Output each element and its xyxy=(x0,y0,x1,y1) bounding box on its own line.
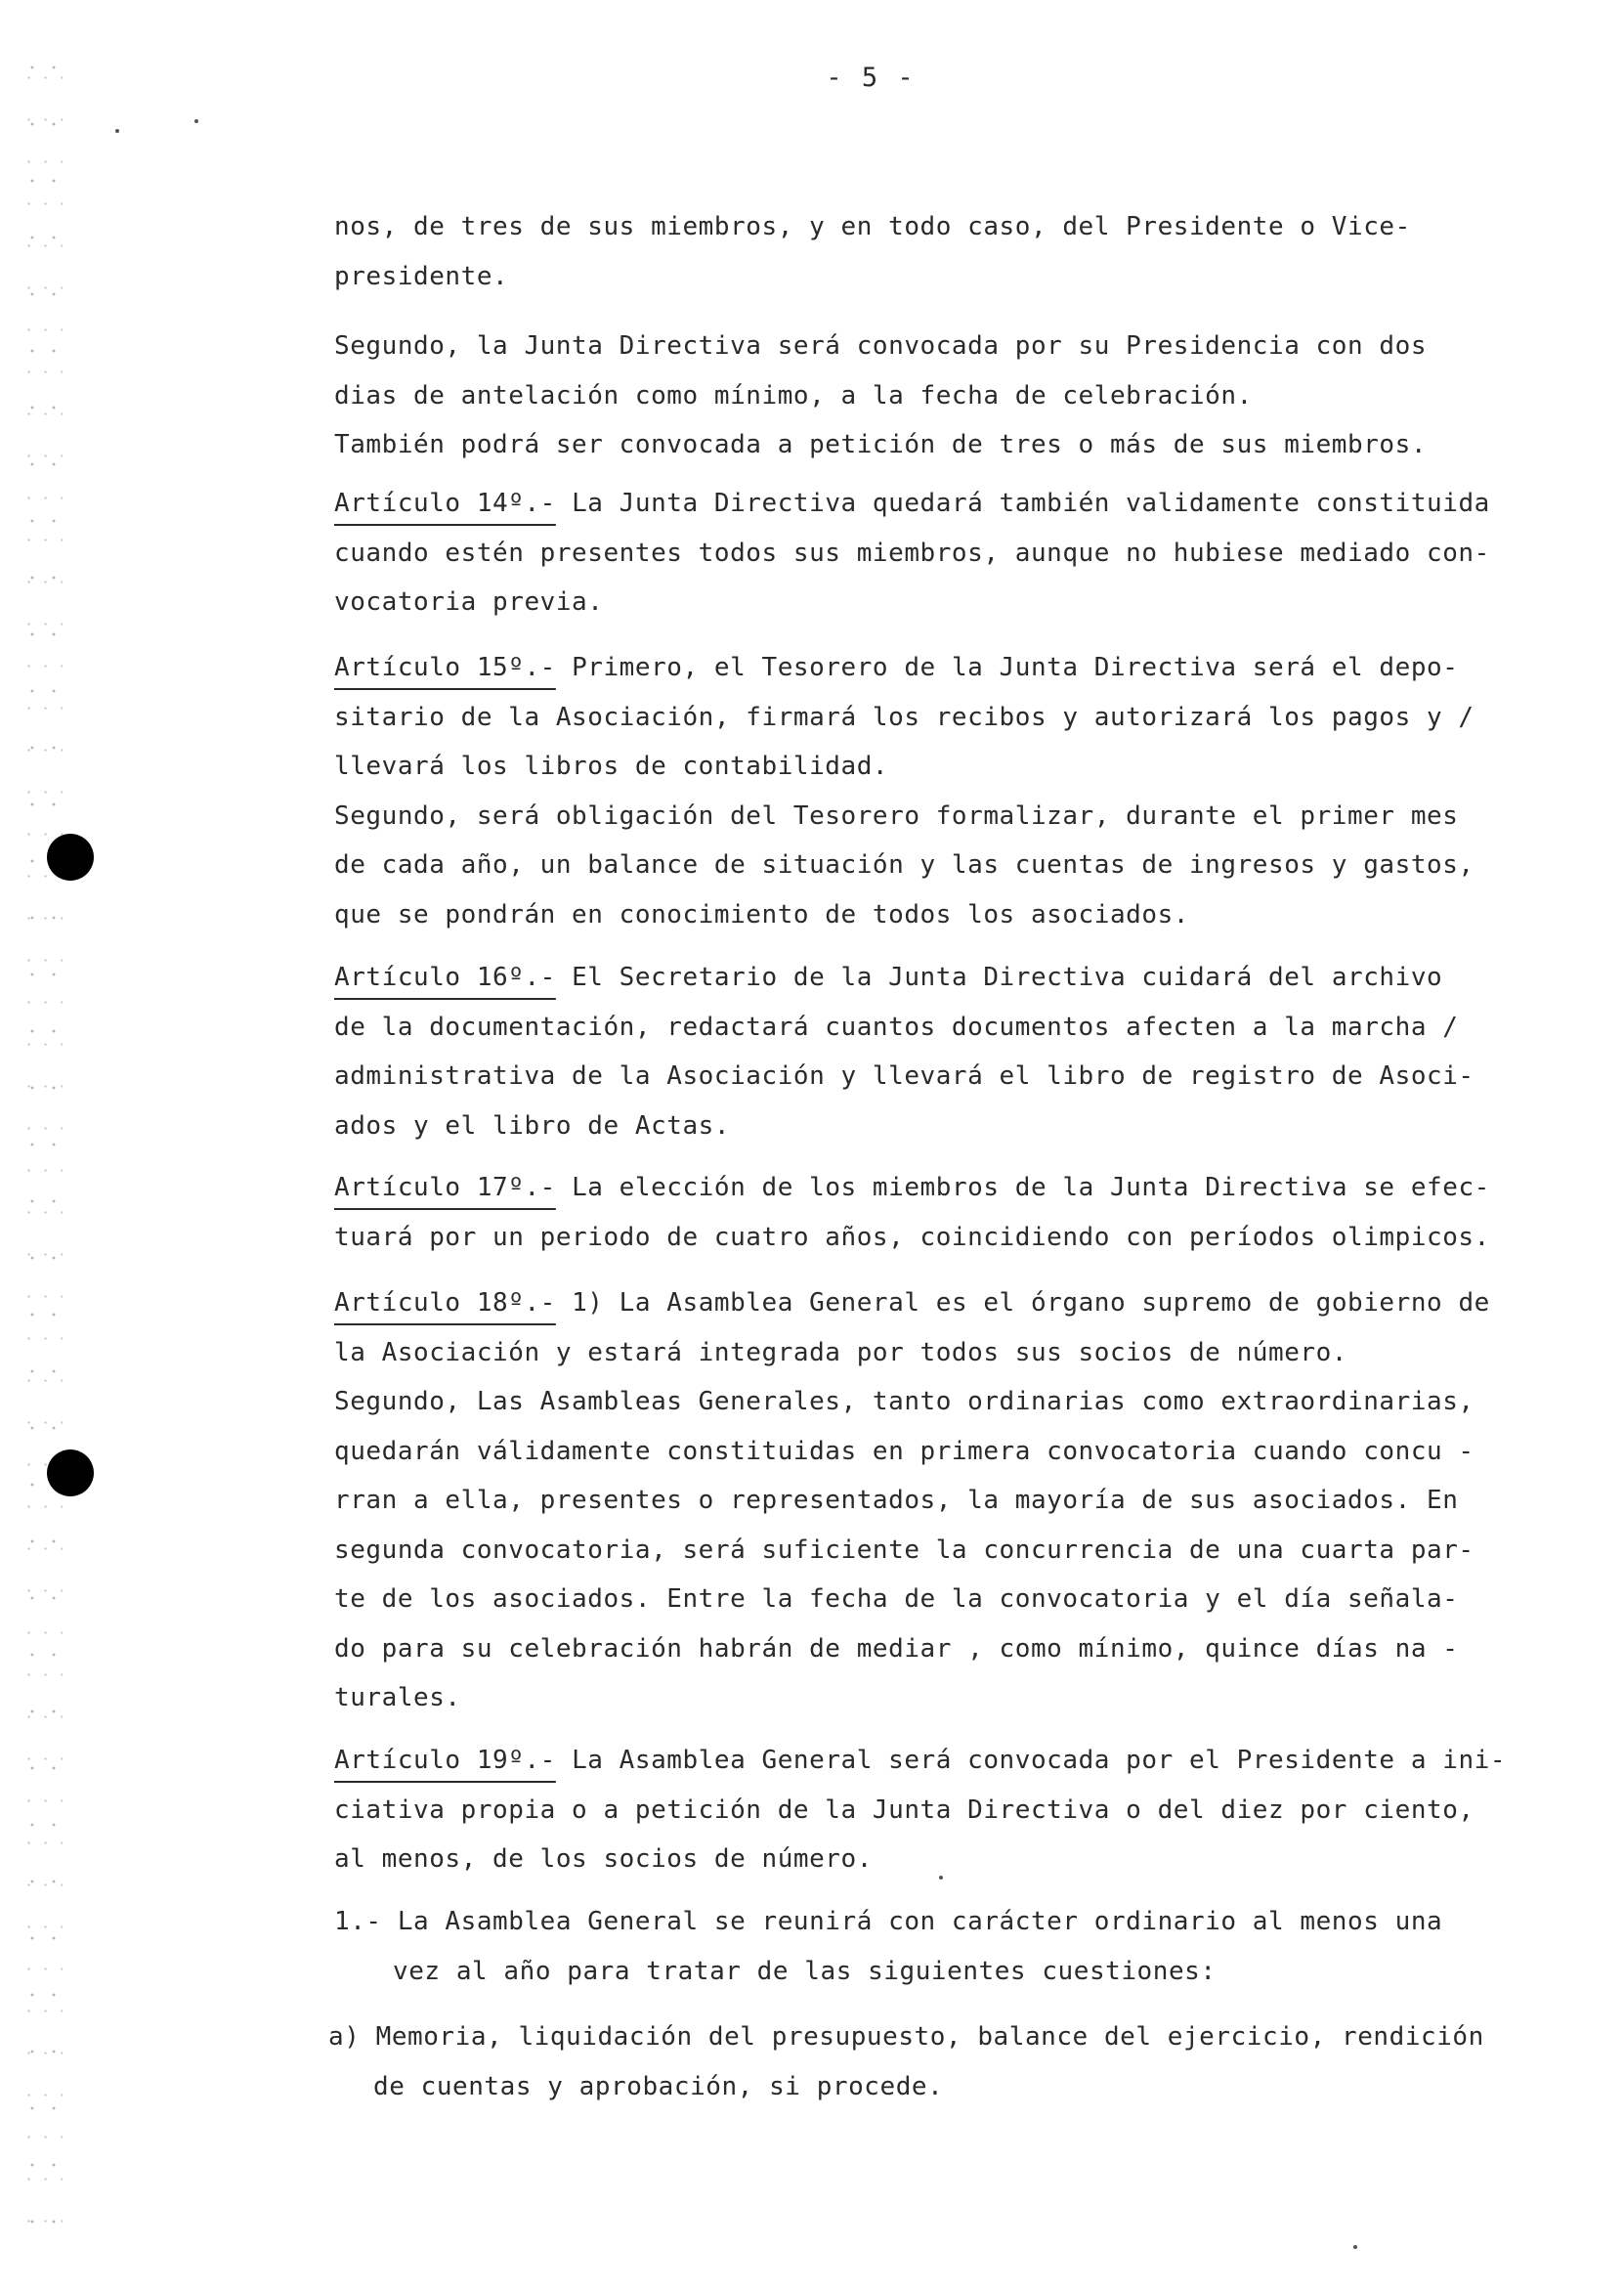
text-line: de cuentas y aprobación, si procede. xyxy=(373,2071,944,2101)
page-number: - 5 - xyxy=(826,63,916,93)
text-line: de la documentación, redactará cuantos documentos afecten a la marcha / xyxy=(334,1012,1459,1042)
article-15 xyxy=(334,643,1573,939)
text-line xyxy=(334,1736,1573,1786)
text-line: Segundo, Las Asambleas Generales, tanto ordinarias como extraordinarias, xyxy=(334,1387,1474,1416)
text-line-rest: Primero, el Tesorero de la Junta Directiva será el depo- xyxy=(555,653,1459,682)
text-line: sitario de la Asociación, firmará los recibos y autorizará los pagos y / xyxy=(334,702,1474,732)
text-line: llevará los libros de contabilidad. xyxy=(334,752,889,781)
text-line: presidente. xyxy=(334,261,509,291)
text-line: te de los asociados. Entre la fecha de la convocatoria y el día señala- xyxy=(334,1584,1459,1614)
text-line xyxy=(334,479,1573,529)
text-line: vez al año para tratar de las siguientes cuestiones: xyxy=(393,1956,1217,1986)
article-heading: Artículo 16º.- xyxy=(334,963,556,992)
text-line xyxy=(334,953,1573,1003)
text-line: al menos, de los socios de número. xyxy=(334,1844,873,1874)
text-line: 1.- La Asamblea General se reunirá con carácter ordinario al menos una xyxy=(334,1907,1443,1936)
article-heading: Artículo 18º.- xyxy=(334,1288,556,1318)
text-line: a) Memoria, liquidación del presupuesto, balance del ejercicio, rendición xyxy=(328,2022,1484,2052)
text-line: tuará por un periodo de cuatro años, coincidiendo con períodos olimpicos. xyxy=(334,1222,1490,1252)
text-line: nos, de tres de sus miembros, y en todo caso, del Presidente o Vice- xyxy=(334,212,1411,241)
text-line: que se pondrán en conocimiento de todos los asociados. xyxy=(334,899,1189,930)
text-line-rest: La Asamblea General será convocada por el Presidente a ini- xyxy=(555,1746,1507,1775)
punch-hole-top xyxy=(47,834,94,881)
paragraph-segundo xyxy=(334,322,1573,470)
text-line: de cada año, un balance de situación y las cuentas de ingresos y gastos, xyxy=(334,850,1474,880)
text-line: segunda convocatoria, será suficiente la concurrencia de una cuarta par- xyxy=(334,1535,1474,1565)
text-line xyxy=(334,1278,1573,1328)
text-line: quedarán válidamente constituidas en primera convocatoria cuando concu - xyxy=(334,1436,1474,1466)
text-line: dias de antelación como mínimo, a la fecha de celebración. xyxy=(334,380,1253,411)
text-line-rest: 1) La Asamblea General es el órgano supremo de gobierno de xyxy=(555,1288,1490,1318)
article-heading: Artículo 15º.- xyxy=(334,653,556,682)
article-16 xyxy=(334,953,1573,1150)
text-line: cuando estén presentes todos sus miembros, aunque no hubiese mediado con- xyxy=(334,538,1490,568)
text-line: Segundo, la Junta Directiva será convocada por su Presidencia con dos xyxy=(334,331,1428,361)
article-heading: Artículo 17º.- xyxy=(334,1173,556,1202)
text-line xyxy=(334,643,1573,693)
text-line: vocatoria previa. xyxy=(334,587,604,617)
text-line-rest: La elección de los miembros de la Junta Directiva se efec- xyxy=(555,1173,1490,1202)
text-line-rest: El Secretario de la Junta Directiva cuidará del archivo xyxy=(555,963,1443,992)
text-line: ciativa propia o a petición de la Junta Directiva o del diez por ciento, xyxy=(334,1795,1474,1825)
binding-edge xyxy=(18,39,63,2248)
article-18 xyxy=(334,1278,1573,1723)
article-17 xyxy=(334,1163,1573,1262)
text-line: la Asociación y estará integrada por todos sus socios de número. xyxy=(334,1337,1348,1367)
article-19 xyxy=(334,1736,1573,1884)
text-line: ados y el libro de Actas. xyxy=(334,1110,731,1141)
scan-speck xyxy=(194,119,198,123)
text-line-rest: La Junta Directiva quedará también validamente constituida xyxy=(555,489,1490,518)
text-line: turales. xyxy=(334,1683,461,1712)
text-line xyxy=(334,1163,1573,1213)
scan-speck xyxy=(115,129,119,133)
text-line: administrativa de la Asociación y llevará el libro de registro de Asoci- xyxy=(334,1061,1474,1091)
article-14 xyxy=(334,479,1573,627)
paragraph-continuation xyxy=(334,202,1573,301)
text-line: También podrá ser convocada a petición de tres o más de sus miembros. xyxy=(334,430,1428,459)
scan-speck xyxy=(1353,2245,1357,2249)
text-line: rran a ella, presentes o representados, la mayoría de sus asociados. En xyxy=(334,1486,1459,1515)
article-heading: Artículo 19º.- xyxy=(334,1746,556,1775)
text-line: do para su celebración habrán de mediar , como mínimo, quince días na - xyxy=(334,1633,1459,1664)
list-item-1 xyxy=(334,1897,1573,1996)
text-line: Segundo, será obligación del Tesorero formalizar, durante el primer mes xyxy=(334,800,1459,831)
list-item-a xyxy=(328,2012,1567,2111)
punch-hole-bottom xyxy=(47,1449,94,1496)
article-heading: Artículo 14º.- xyxy=(334,489,556,518)
